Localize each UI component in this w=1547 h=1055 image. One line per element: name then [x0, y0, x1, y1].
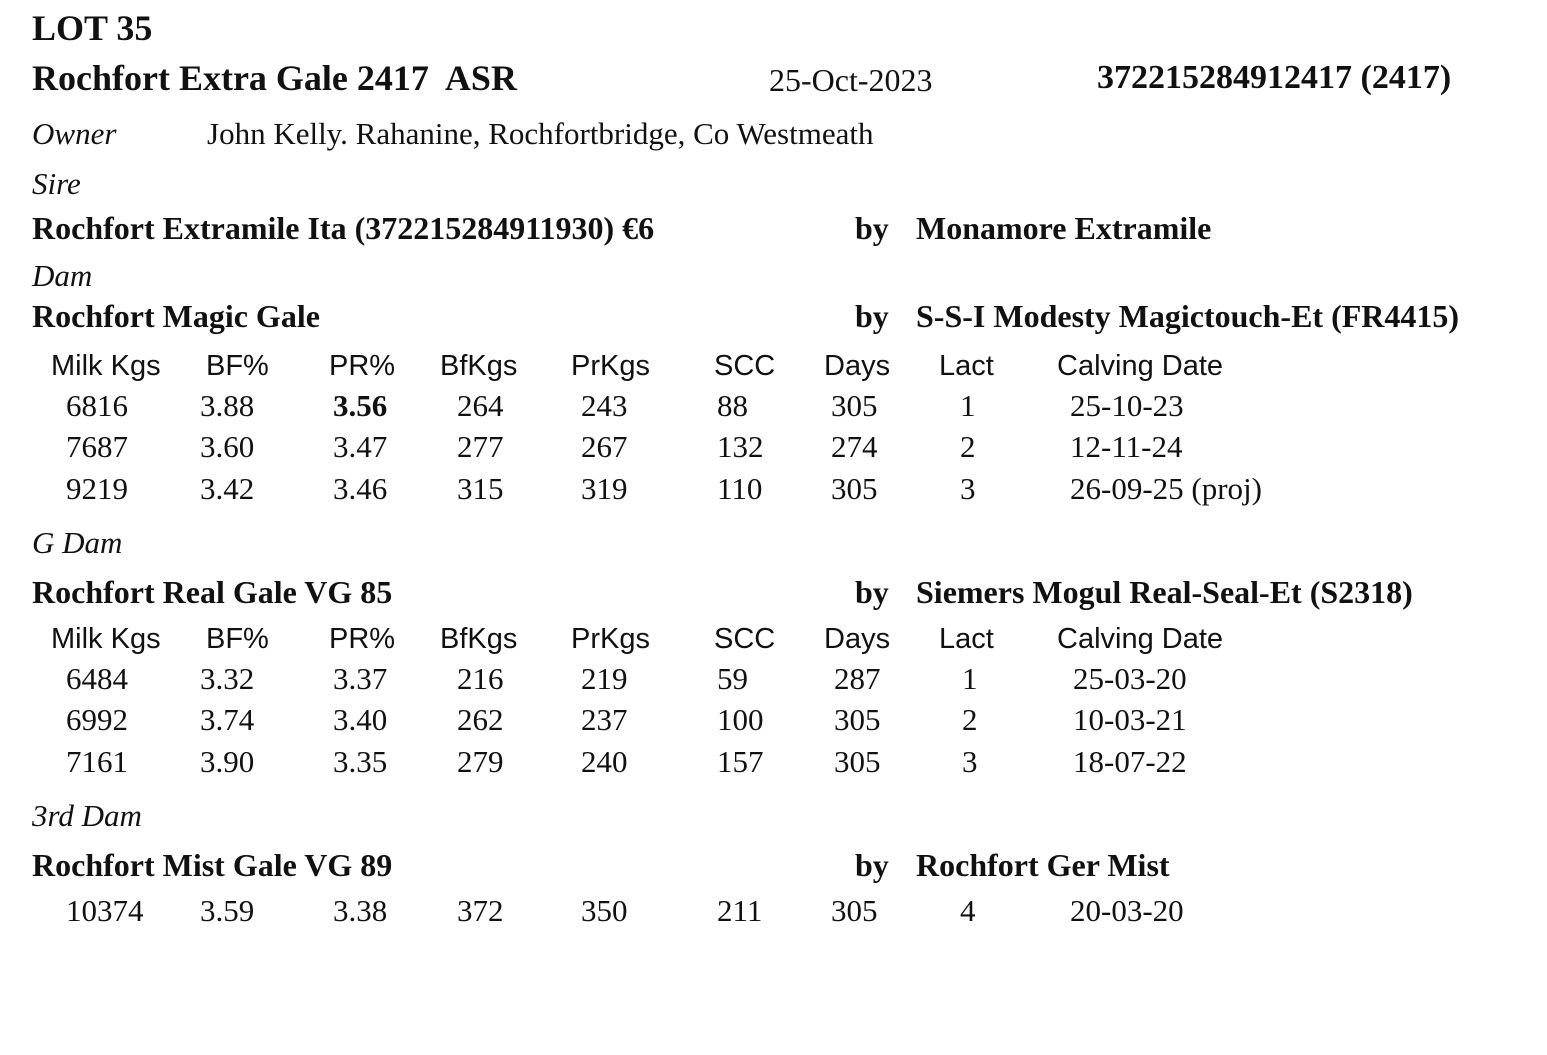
col-pr-kgs: PrKgs: [571, 623, 650, 655]
bf-kgs-cell: 277: [457, 429, 504, 464]
bf-kgs-cell: 315: [457, 471, 504, 506]
days-cell: 305: [831, 388, 878, 423]
milk-kgs-cell: 6484: [66, 661, 128, 696]
animal-id: 372215284912417 (2417): [1097, 59, 1452, 96]
milk-kgs-cell: 10374: [66, 893, 144, 928]
milk-kgs-cell: 6816: [66, 388, 128, 423]
milk-kgs-cell: 7161: [66, 744, 128, 779]
bf-pct-cell: 3.59: [200, 893, 255, 928]
scc-cell: 132: [717, 429, 764, 464]
lact-cell: 4: [960, 893, 976, 928]
animal-name: Rochfort Extra Gale 2417 ASR: [32, 58, 517, 98]
pr-pct-cell: 3.38: [333, 893, 388, 928]
lact-cell: 3: [962, 744, 978, 779]
col-days: Days: [824, 623, 891, 655]
calving-date-cell: 25-03-20: [1073, 661, 1187, 696]
col-milk-kgs: Milk Kgs: [51, 350, 161, 382]
g-dam-by-label: by: [855, 574, 889, 610]
bf-pct-cell: 3.90: [200, 744, 255, 779]
pr-kgs-cell: 319: [581, 471, 628, 506]
calving-date-cell: 20-03-20: [1070, 893, 1184, 928]
pr-pct-cell: 3.40: [333, 702, 388, 737]
col-bf-pct: BF%: [206, 623, 269, 655]
col-pr-pct: PR%: [329, 623, 396, 655]
col-scc: SCC: [714, 623, 776, 655]
scc-cell: 100: [717, 702, 764, 737]
bf-kgs-cell: 216: [457, 661, 504, 696]
bf-pct-cell: 3.42: [200, 471, 255, 506]
scc-cell: 157: [717, 744, 764, 779]
lact-cell: 2: [960, 429, 976, 464]
pr-pct-cell: 3.35: [333, 744, 388, 779]
dam-by-name: S-S-I Modesty Magictouch-Et (FR4415): [916, 298, 1460, 334]
days-cell: 305: [834, 702, 881, 737]
calving-date-cell: 10-03-21: [1073, 702, 1187, 737]
scc-cell: 110: [717, 471, 763, 506]
col-pr-kgs: PrKgs: [571, 350, 650, 382]
sire-label: Sire: [32, 166, 81, 201]
days-cell: 305: [831, 893, 878, 928]
bf-kgs-cell: 262: [457, 702, 504, 737]
lact-cell: 2: [962, 702, 978, 737]
calving-date-cell: 18-07-22: [1073, 744, 1187, 779]
sire-by-label: by: [855, 210, 889, 246]
bf-pct-cell: 3.32: [200, 661, 255, 696]
milk-kgs-cell: 9219: [66, 471, 128, 506]
col-lact: Lact: [939, 350, 994, 382]
owner-label: Owner: [32, 116, 117, 151]
col-bf-kgs: BfKgs: [440, 623, 518, 655]
third-dam-by-label: by: [855, 847, 889, 883]
bf-kgs-cell: 372: [457, 893, 504, 928]
g-dam-by-name: Siemers Mogul Real-Seal-Et (S2318): [916, 574, 1413, 610]
dam-name: Rochfort Magic Gale: [32, 298, 320, 334]
bf-kgs-cell: 264: [457, 388, 504, 423]
dam-label: Dam: [32, 258, 93, 293]
pr-kgs-cell: 267: [581, 429, 628, 464]
lact-cell: 1: [962, 661, 978, 696]
pr-pct-cell: 3.46: [333, 471, 388, 506]
birth-date: 25-Oct-2023: [769, 62, 933, 98]
col-bf-pct: BF%: [206, 350, 269, 382]
pr-kgs-cell: 240: [581, 744, 628, 779]
col-scc: SCC: [714, 350, 776, 382]
bf-kgs-cell: 279: [457, 744, 504, 779]
lot-number: LOT 35: [32, 8, 153, 48]
milk-kgs-cell: 6992: [66, 702, 128, 737]
col-milk-kgs: Milk Kgs: [51, 623, 161, 655]
bf-pct-cell: 3.60: [200, 429, 255, 464]
col-pr-pct: PR%: [329, 350, 396, 382]
pr-pct-cell: 3.37: [333, 661, 388, 696]
scc-cell: 59: [717, 661, 748, 696]
col-calving-date: Calving Date: [1057, 623, 1224, 655]
scc-cell: 88: [717, 388, 748, 423]
pr-kgs-cell: 350: [581, 893, 628, 928]
scc-cell: 211: [717, 893, 763, 928]
third-dam-by-name: Rochfort Ger Mist: [916, 847, 1170, 883]
third-dam-label: 3rd Dam: [32, 798, 142, 833]
lact-cell: 3: [960, 471, 976, 506]
milk-kgs-cell: 7687: [66, 429, 128, 464]
pr-pct-cell: 3.56: [333, 388, 388, 423]
sire-by-name: Monamore Extramile: [916, 210, 1212, 246]
calving-date-cell: 26-09-25 (proj): [1070, 471, 1262, 506]
g-dam-label: G Dam: [32, 525, 123, 560]
col-calving-date: Calving Date: [1057, 350, 1224, 382]
days-cell: 305: [831, 471, 878, 506]
calving-date-cell: 12-11-24: [1070, 429, 1183, 464]
calving-date-cell: 25-10-23: [1070, 388, 1184, 423]
days-cell: 287: [834, 661, 881, 696]
pr-pct-cell: 3.47: [333, 429, 388, 464]
days-cell: 274: [831, 429, 878, 464]
g-dam-name: Rochfort Real Gale VG 85: [32, 574, 393, 610]
col-days: Days: [824, 350, 891, 382]
col-lact: Lact: [939, 623, 994, 655]
dam-by-label: by: [855, 298, 889, 334]
pr-kgs-cell: 243: [581, 388, 628, 423]
bf-pct-cell: 3.88: [200, 388, 255, 423]
pr-kgs-cell: 219: [581, 661, 628, 696]
col-bf-kgs: BfKgs: [440, 350, 518, 382]
lact-cell: 1: [960, 388, 976, 423]
pr-kgs-cell: 237: [581, 702, 628, 737]
sire-name: Rochfort Extramile Ita (372215284911930) €6: [32, 210, 655, 246]
days-cell: 305: [834, 744, 881, 779]
third-dam-name: Rochfort Mist Gale VG 89: [32, 847, 393, 883]
owner-value: John Kelly. Rahanine, Rochfortbridge, Co Westmeath: [207, 116, 874, 151]
bf-pct-cell: 3.74: [200, 702, 255, 737]
